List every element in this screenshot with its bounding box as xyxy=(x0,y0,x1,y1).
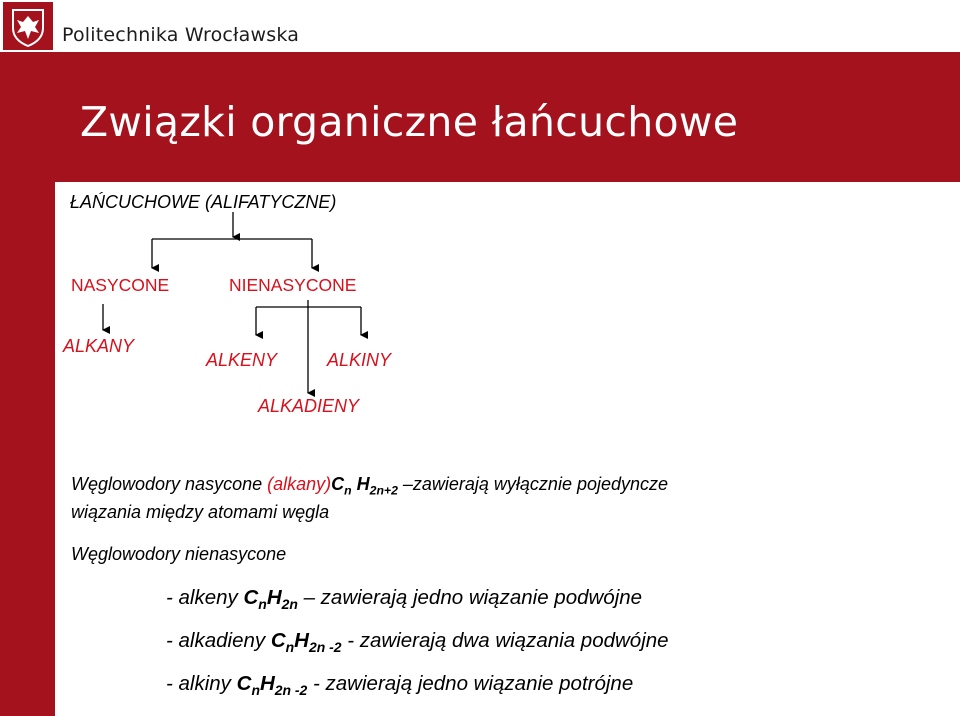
alkenes-description: – zawierają jedno wiązanie podwójne xyxy=(297,586,643,609)
alkenes-lead: - alkeny xyxy=(166,586,244,609)
formula-sub-2n2: 2n+2 xyxy=(369,483,398,498)
alkadienes-sub-n: n xyxy=(285,638,295,655)
diagram-alkenes-label: ALKENY xyxy=(206,350,278,370)
diagram-alkanes-label: ALKANY xyxy=(63,336,135,356)
alkynes-h: H xyxy=(259,672,275,695)
alkadienes-c: C xyxy=(270,629,286,652)
formula-h: H xyxy=(356,474,370,494)
saturated-paren: (alkany) xyxy=(267,474,332,494)
saturated-lead: Węglowodory nasycone xyxy=(71,474,268,494)
alkynes-sub-n: n xyxy=(251,681,260,698)
diagram-alkadienes-label: ALKADIENY xyxy=(258,396,360,416)
diagram-saturated-label: NASYCONE xyxy=(71,275,170,295)
diagram-alkynes-label: ALKINY xyxy=(327,350,392,370)
diagram-root-label: ŁAŃCUCHOWE (ALIFATYCZNE) xyxy=(70,192,337,212)
alkenes-h: H xyxy=(266,586,282,609)
alkynes-description: - zawierają jedno wiązanie potrójne xyxy=(307,672,634,695)
alkenes-c: C xyxy=(243,586,259,609)
alkadienes-h: H xyxy=(294,629,309,652)
alkenes-line xyxy=(166,586,642,612)
alkynes-lead: - alkiny xyxy=(166,672,237,695)
unsaturated-heading: Węglowodory nienasycone xyxy=(71,544,287,564)
alkenes-sub-n: n xyxy=(258,595,267,612)
diagram-unsaturated-label: NIENASYCONE xyxy=(229,275,357,295)
alkenes-sub: 2n xyxy=(281,595,298,612)
formula-sub-n: n xyxy=(344,483,352,498)
alkadienes-lead: - alkadieny xyxy=(166,629,271,652)
formula-c: C xyxy=(331,474,345,494)
alkadienes-sub: 2n -2 xyxy=(308,638,342,655)
page-title: Związki organiczne łańcuchowe xyxy=(80,98,739,146)
alkadienes-line xyxy=(166,629,669,655)
saturated-hydrocarbons-line-cont: wiązania między atomami węgla xyxy=(71,502,330,522)
alkadienes-description: - zawierają dwa wiązania podwójne xyxy=(341,629,669,652)
saturated-hydrocarbons-line xyxy=(71,474,668,497)
university-name: Politechnika Wrocławska xyxy=(62,24,300,46)
saturated-description: –zawierają wyłącznie pojedyncze xyxy=(397,474,669,494)
alkynes-sub: 2n -2 xyxy=(274,681,308,698)
alkynes-c: C xyxy=(236,672,252,695)
alkynes-line xyxy=(166,672,633,698)
